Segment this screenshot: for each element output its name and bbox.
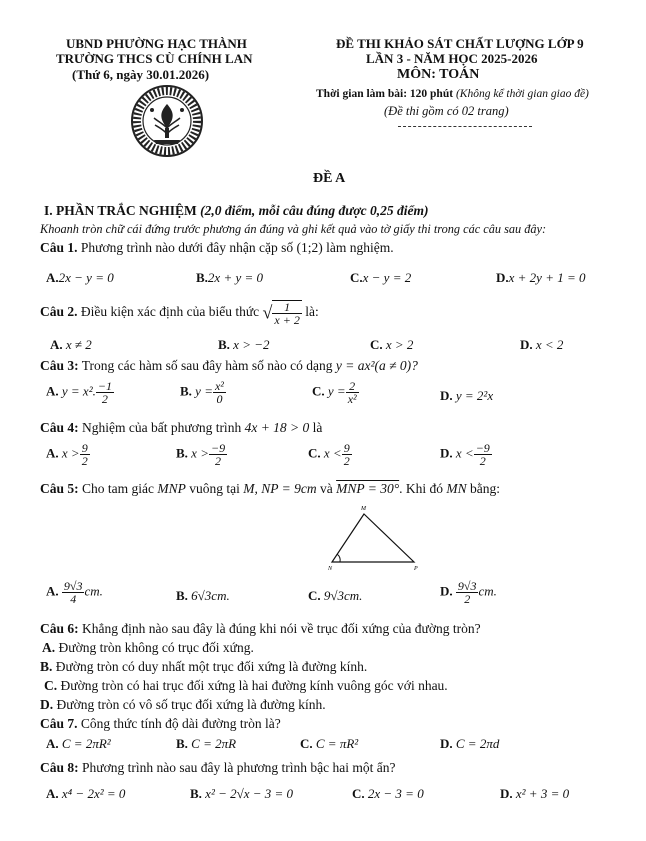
- q6-option-d-text: Đường tròn có vô số trục đối xứng là đường kính.: [56, 697, 326, 712]
- question-1: [40, 240, 394, 256]
- q4-option-d-den: 2: [479, 454, 486, 468]
- q2-option-b-letter: B.: [218, 337, 230, 352]
- q2-option-c[interactable]: [370, 337, 413, 353]
- q8-option-a-letter: A.: [46, 786, 59, 801]
- vertex-p-label: P: [414, 566, 418, 572]
- question-5-text2: vuông tại: [185, 481, 244, 496]
- q1-option-c[interactable]: [350, 270, 411, 286]
- school-seal-logo: [128, 84, 206, 158]
- q4-option-c-den: 2: [343, 454, 350, 468]
- q4-option-d-num: −9: [475, 441, 490, 455]
- q4-option-d-letter: D.: [440, 445, 453, 461]
- question-5-text: Cho tam giác: [78, 481, 158, 496]
- section-title: [44, 203, 428, 219]
- q5-option-b-text: 6√3cm.: [191, 588, 230, 603]
- q4-option-b-num: −9: [210, 441, 226, 455]
- question-5-segment: MN: [446, 481, 467, 496]
- q6-option-d-letter: D.: [40, 697, 54, 712]
- question-6-label: Câu 6:: [40, 621, 79, 636]
- q3-option-a-den: 2: [101, 392, 108, 406]
- q1-option-d-letter: D.: [496, 270, 509, 285]
- q7-option-c-letter: C.: [300, 736, 313, 751]
- question-5-triangle: MNP: [157, 481, 186, 496]
- question-5-text5: bằng:: [466, 481, 500, 496]
- school-name: TRƯỜNG THCS CÙ CHÍNH LAN: [56, 51, 253, 66]
- q5-option-d[interactable]: [440, 580, 497, 605]
- q5-option-b-letter: B.: [176, 588, 188, 603]
- q5-option-d-den: 2: [464, 592, 471, 606]
- q3-option-c-text: y =: [327, 383, 346, 399]
- q7-option-b[interactable]: [176, 736, 236, 752]
- pages-note: (Đề thi gồm có 02 trang): [384, 104, 509, 118]
- section-title-note: (2,0 điểm, mỗi câu đúng được 0,25 điểm): [196, 203, 429, 218]
- section-instruction: Khoanh tròn chữ cái đứng trước phương án đúng và ghi kết quả vào tờ giấy thi trong các câu sau đây:: [40, 222, 547, 236]
- question-7-text: Công thức tính độ dài đường tròn là?: [77, 716, 281, 731]
- q7-option-d[interactable]: [440, 736, 499, 752]
- q6-option-b[interactable]: [40, 659, 367, 675]
- vertex-m-label: M: [361, 506, 366, 512]
- q4-option-b-letter: B.: [176, 445, 188, 461]
- q1-option-a[interactable]: [46, 270, 114, 286]
- q6-option-b-letter: B.: [40, 659, 53, 674]
- q2-option-a-letter: A.: [50, 337, 63, 352]
- q4-option-a-letter: A.: [46, 445, 59, 461]
- q4-option-a-text: x >: [61, 445, 80, 461]
- q6-option-c-text: Đường tròn có hai trục đối xứng là hai đường kính vuông góc với nhau.: [60, 678, 448, 693]
- question-2-text: Điều kiện xác định của biểu thức: [77, 304, 260, 320]
- q7-option-a[interactable]: [46, 736, 111, 752]
- q8-option-b-letter: B.: [190, 786, 202, 801]
- q3-option-b-den: 0: [216, 392, 223, 406]
- exam-title: ĐỀ THI KHẢO SÁT CHẤT LƯỢNG LỚP 9: [336, 36, 584, 51]
- q1-option-c-letter: C.: [350, 270, 363, 285]
- q2-option-d-text: x < 2: [535, 337, 564, 352]
- header-divider: [398, 126, 532, 127]
- question-3: [40, 358, 418, 374]
- exam-duration: [316, 88, 589, 100]
- q8-option-a-text: x⁴ − 2x² = 0: [61, 786, 126, 801]
- q8-option-b-text: x² − 2√x − 3 = 0: [205, 786, 294, 801]
- q8-option-d-letter: D.: [500, 786, 513, 801]
- q4-option-c-letter: C.: [308, 445, 321, 461]
- q5-option-a-num: 9√3: [63, 579, 83, 593]
- q2-option-c-text: x > 2: [385, 337, 414, 352]
- q7-option-b-text: C = 2πR: [191, 736, 237, 751]
- q6-option-c[interactable]: [44, 678, 448, 694]
- q8-option-a[interactable]: [46, 786, 125, 802]
- q3-option-b-letter: B.: [180, 383, 192, 399]
- q3-option-d[interactable]: [440, 388, 493, 404]
- q7-option-b-letter: B.: [176, 736, 188, 751]
- q5-option-b[interactable]: [176, 588, 230, 604]
- q4-option-c-num: 9: [343, 441, 350, 455]
- q3-option-d-text: y = 2²x: [455, 388, 494, 403]
- q2-expr-numerator: 1: [272, 301, 301, 314]
- q2-option-d-letter: D.: [520, 337, 533, 352]
- q1-option-c-text: x − y = 2: [362, 270, 412, 285]
- q6-option-d[interactable]: [40, 697, 326, 713]
- q5-option-a[interactable]: [46, 580, 103, 605]
- exam-duration-label: Thời gian làm bài: 120 phút: [316, 88, 456, 100]
- q5-option-a-unit: cm.: [84, 583, 103, 599]
- question-5-label: Câu 5:: [40, 481, 79, 496]
- question-6: [40, 621, 481, 637]
- q3-option-d-letter: D.: [440, 388, 453, 403]
- exam-date: (Thứ 6, ngày 30.01.2026): [72, 67, 210, 82]
- question-5-text4: . Khi đó: [399, 481, 447, 496]
- q4-option-d-text: x <: [455, 445, 474, 461]
- q4-option-c-text: x <: [323, 445, 342, 461]
- question-6-text: Khẳng định nào sau đây là đúng khi nói về trục đối xứng của đường tròn?: [78, 621, 481, 636]
- question-4: [40, 420, 322, 436]
- q6-option-a-letter: A.: [42, 640, 56, 655]
- q2-option-b[interactable]: [218, 337, 270, 353]
- q2-option-a-text: x ≠ 2: [65, 337, 92, 352]
- q5-option-c-letter: C.: [308, 588, 321, 603]
- q3-option-c[interactable]: [312, 380, 359, 405]
- question-1-text: Phương trình nào dưới đây nhận cặp số (1;2) làm nghiệm.: [77, 240, 394, 255]
- q7-option-c[interactable]: [300, 736, 358, 752]
- vertex-n-label: N: [328, 566, 333, 572]
- q3-option-a-letter: A.: [46, 383, 59, 399]
- q1-option-b-text: 2x + y = 0: [207, 270, 264, 285]
- q1-option-d[interactable]: [496, 270, 586, 286]
- q4-option-c[interactable]: [308, 442, 352, 467]
- q1-option-a-letter: A.: [46, 270, 59, 285]
- q7-option-c-text: C = πR²: [315, 736, 359, 751]
- q8-option-d[interactable]: [500, 786, 569, 802]
- q5-option-c[interactable]: [308, 588, 362, 604]
- q4-option-b-den: 2: [215, 454, 222, 468]
- q8-option-c[interactable]: [352, 786, 424, 802]
- q3-option-c-letter: C.: [312, 383, 325, 399]
- q7-option-d-text: C = 2πd: [455, 736, 500, 751]
- q2-sqrt-expression: √ $\frac{1}{x + 2}$: [262, 300, 300, 327]
- question-2-label: Câu 2.: [40, 304, 78, 320]
- q3-option-c-den: x²: [347, 392, 357, 406]
- q3-option-b[interactable]: [180, 380, 226, 405]
- q8-option-b[interactable]: [190, 786, 293, 802]
- q4-option-b[interactable]: [176, 442, 227, 467]
- exam-round: LẦN 3 - NĂM HỌC 2025-2026: [366, 51, 538, 66]
- question-5-text3: và: [316, 481, 337, 496]
- q5-option-c-text: 9√3cm.: [323, 588, 363, 603]
- question-7: [40, 716, 281, 732]
- q7-option-d-letter: D.: [440, 736, 453, 751]
- q7-option-a-letter: A.: [46, 736, 59, 751]
- q8-option-c-letter: C.: [352, 786, 365, 801]
- q1-option-d-text: x + 2y + 1 = 0: [508, 270, 586, 285]
- q3-option-c-num: 2: [346, 380, 359, 393]
- q4-option-a-den: 2: [81, 454, 88, 468]
- q3-option-b-num: x²: [214, 379, 224, 393]
- q3-option-b-text: y =: [195, 383, 213, 399]
- q4-option-a-num: 9: [81, 441, 88, 455]
- q4-option-a[interactable]: [46, 442, 90, 467]
- q5-option-d-num: 9√3: [457, 579, 477, 593]
- q1-option-b-letter: B.: [196, 270, 208, 285]
- question-7-label: Câu 7.: [40, 716, 78, 731]
- question-1-label: Câu 1.: [40, 240, 78, 255]
- question-3-text: Trong các hàm số sau đây hàm số nào có dạng: [78, 358, 336, 373]
- question-4-tail: là: [309, 420, 323, 435]
- section-title-main: I. PHẦN TRẮC NGHIỆM: [44, 203, 197, 218]
- q2-option-b-text: x > −2: [233, 337, 270, 352]
- q2-option-a[interactable]: [50, 337, 92, 353]
- triangle-figure: [318, 500, 428, 572]
- q3-option-a-text: y = x².: [61, 383, 96, 399]
- q5-option-d-unit: cm.: [478, 583, 497, 599]
- q6-option-b-text: Đường tròn có duy nhất một trục đối xứng là đường kính.: [55, 659, 368, 674]
- exam-subject: MÔN: TOÁN: [397, 67, 480, 82]
- q5-option-a-den: 4: [70, 592, 77, 606]
- question-8: [40, 760, 396, 776]
- q8-option-c-text: 2x − 3 = 0: [367, 786, 424, 801]
- q5-option-a-letter: A.: [46, 583, 59, 599]
- q2-expr-denominator: x + 2: [274, 313, 300, 327]
- question-5: [40, 481, 500, 497]
- question-4-inequality: 4x + 18 > 0: [244, 420, 310, 435]
- q4-option-d[interactable]: [440, 442, 492, 467]
- q6-option-a-text: Đường tròn không có trục đối xứng.: [58, 640, 254, 655]
- question-4-text: Nghiệm của bất phương trình: [78, 420, 245, 435]
- question-3-form: y = ax²(a ≠ 0)?: [335, 358, 418, 373]
- question-5-angle: MNP = 30°: [336, 481, 400, 496]
- question-8-text: Phương trình nào sau đây là phương trình bậc hai một ẩn?: [78, 760, 396, 775]
- q4-option-b-text: x >: [191, 445, 209, 461]
- question-4-label: Câu 4:: [40, 420, 79, 435]
- q1-option-b[interactable]: [196, 270, 263, 286]
- q2-option-d[interactable]: [520, 337, 563, 353]
- question-3-label: Câu 3:: [40, 358, 79, 373]
- q3-option-a-num: −1: [97, 379, 112, 393]
- authority-name: UBND PHƯỜNG HẠC THÀNH: [66, 36, 247, 51]
- question-2-tail: là:: [301, 304, 319, 320]
- q6-option-a[interactable]: [42, 640, 254, 656]
- q1-option-a-text: 2x − y = 0: [58, 270, 114, 285]
- q7-option-a-text: C = 2πR²: [61, 736, 111, 751]
- q8-option-d-text: x² + 3 = 0: [515, 786, 570, 801]
- q6-option-c-letter: C.: [44, 678, 58, 693]
- q5-option-d-letter: D.: [440, 583, 453, 599]
- exam-duration-note: (Không kể thời gian giao đề): [455, 88, 589, 100]
- question-8-label: Câu 8:: [40, 760, 79, 775]
- question-2: [40, 300, 319, 326]
- exam-code: ĐỀ A: [313, 171, 346, 186]
- q3-option-a[interactable]: [46, 380, 114, 405]
- question-5-condition: M, NP = 9cm: [243, 481, 317, 496]
- q2-option-c-letter: C.: [370, 337, 383, 352]
